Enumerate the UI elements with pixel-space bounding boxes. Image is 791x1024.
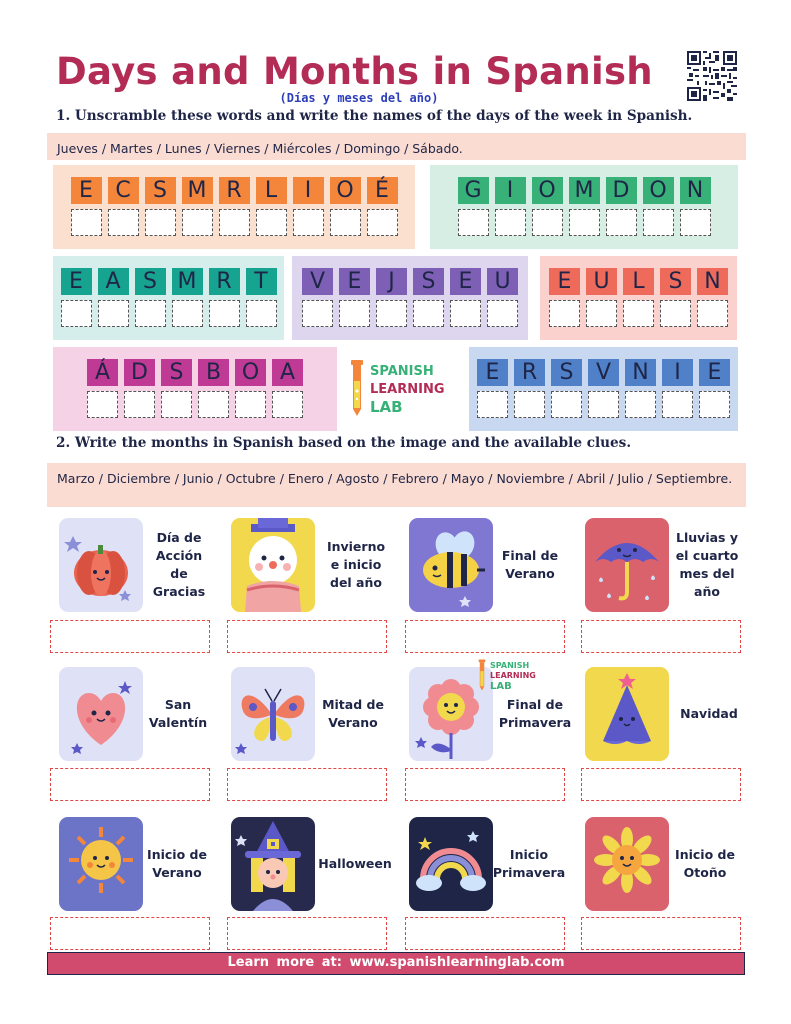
letter-tile: T [246,268,277,295]
letter-tile: M [182,177,213,204]
letter-tile: D [606,177,637,204]
month-illustration-card [231,817,315,911]
month-clue-item [409,518,579,612]
letter-tile: E [699,359,730,386]
letter-answer-box[interactable] [569,209,600,236]
letter-answer-box[interactable] [246,300,277,327]
letter-tile: A [98,268,129,295]
letter-answer-box[interactable] [458,209,489,236]
month-illustration-card [585,667,669,761]
months-word-bank: Marzo / Diciembre / Junio / Octubre / Enero / Agosto / Febrero / Mayo / Noviembre / Abril / Julio / Septiembre. [47,463,746,507]
section-2-heading: 2. Write the months in Spanish based on the image and the available clues. [56,435,632,451]
letter-tile: M [172,268,203,295]
letter-answer-box[interactable] [680,209,711,236]
section-1-heading: 1. Unscramble these words and write the names of the days of the week in Spanish. [56,108,693,124]
logo-line-1: SPANISH [370,364,434,379]
letter-tile: O [532,177,563,204]
letter-tile: N [697,268,728,295]
month-clue-text: Final de Primavera [498,697,572,730]
month-answer-box[interactable] [405,917,565,950]
pumpkin-icon [59,518,143,612]
letter-tile: R [514,359,545,386]
logo-line-2: LEARNING [370,382,445,397]
month-clue-text: Lluvias y el cuarto mes del año [675,530,739,599]
letter-tile: S [135,268,166,295]
letter-tile: R [219,177,250,204]
letter-tile: E [477,359,508,386]
small-logo-line-1: SPANISH [490,661,530,670]
letter-answer-box[interactable] [98,300,129,327]
unscramble-puzzle-1 [53,165,415,249]
letter-answer-box[interactable] [495,209,526,236]
letter-answer-box[interactable] [477,391,508,418]
month-answer-box[interactable] [227,917,387,950]
month-clue-item [585,518,755,612]
answer-slots [469,391,738,418]
letter-tile: E [339,268,370,295]
month-illustration-card [585,817,669,911]
month-clue-text: Mitad de Verano [322,697,384,730]
letter-answer-box[interactable] [135,300,166,327]
letter-tile: N [680,177,711,204]
letter-answer-box[interactable] [487,300,518,327]
rainbow-icon [409,817,493,911]
month-answer-box[interactable] [227,620,387,653]
letter-answer-box[interactable] [699,391,730,418]
answer-slots [53,300,284,327]
letter-answer-box[interactable] [413,300,444,327]
letter-answer-box[interactable] [588,391,619,418]
small-test-tube-icon [477,658,487,692]
letter-tile: O [235,359,266,386]
month-answer-box[interactable] [50,620,210,653]
scrambled-letters [540,268,737,295]
footer-banner: Learn more at: www.spanishlearninglab.com [47,952,745,975]
letter-answer-box[interactable] [293,209,324,236]
sun-icon [59,817,143,911]
letter-tile: U [487,268,518,295]
letter-answer-box[interactable] [376,300,407,327]
month-answer-box[interactable] [227,768,387,801]
month-clue-text: Navidad [680,706,738,721]
letter-answer-box[interactable] [87,391,118,418]
letter-tile: L [623,268,654,295]
small-logo-line-2: LEARNING [490,671,536,680]
scrambled-letters [430,177,738,204]
small-logo-line-3: LAB [490,681,512,692]
month-answer-box[interactable] [581,768,741,801]
letter-tile: S [551,359,582,386]
answer-slots [292,300,528,327]
qr-code-icon [687,51,737,101]
letter-answer-box[interactable] [643,209,674,236]
spanish-learning-lab-logo [348,359,466,419]
letter-tile: A [272,359,303,386]
month-answer-box[interactable] [405,768,565,801]
letter-answer-box[interactable] [662,391,693,418]
letter-tile: S [413,268,444,295]
letter-answer-box[interactable] [330,209,361,236]
sunflower-icon [585,817,669,911]
month-answer-box[interactable] [581,620,741,653]
letter-answer-box[interactable] [124,391,155,418]
month-clue-text: Halloween [318,856,392,871]
letter-answer-box[interactable] [660,300,691,327]
letter-tile: G [458,177,489,204]
logo-line-3: LAB [370,398,403,416]
letter-answer-box[interactable] [450,300,481,327]
letter-tile: B [198,359,229,386]
month-illustration-card [409,518,493,612]
month-illustration-card [59,518,143,612]
answer-slots [430,209,738,236]
heart-icon [59,667,143,761]
month-answer-box[interactable] [50,917,210,950]
letter-tile: E [549,268,580,295]
month-clue-item [59,817,229,911]
letter-answer-box[interactable] [625,391,656,418]
small-spanish-learning-lab-logo [477,658,557,694]
letter-answer-box[interactable] [219,209,250,236]
month-answer-box[interactable] [405,620,565,653]
month-illustration-card [585,518,669,612]
page-title: Days and Months in Spanish [56,50,653,93]
scrambled-letters [292,268,528,295]
month-clue-item [59,667,229,761]
letter-tile: M [569,177,600,204]
letter-answer-box[interactable] [145,209,176,236]
letter-tile: O [643,177,674,204]
letter-answer-box[interactable] [367,209,398,236]
letter-tile: V [588,359,619,386]
month-clue-item [231,817,401,911]
letter-tile: S [660,268,691,295]
month-clue-text: Inicio Primavera [492,847,566,880]
month-clue-text: San Valentín [148,697,208,730]
bee-icon [409,518,493,612]
unscramble-puzzle-6 [53,347,337,431]
month-clue-item [409,817,579,911]
letter-answer-box[interactable] [623,300,654,327]
letter-tile: É [367,177,398,204]
letter-answer-box[interactable] [172,300,203,327]
letter-tile: J [376,268,407,295]
umbrella-icon [585,518,669,612]
letter-answer-box[interactable] [235,391,266,418]
letter-tile: R [209,268,240,295]
letter-tile: Á [87,359,118,386]
letter-tile: N [625,359,656,386]
letter-tile: I [495,177,526,204]
letter-answer-box[interactable] [61,300,92,327]
month-clue-item [585,667,755,761]
letter-tile: U [586,268,617,295]
letter-tile: V [302,268,333,295]
answer-slots [53,209,415,236]
month-clue-item [585,817,755,911]
month-illustration-card [231,518,315,612]
month-illustration-card [409,817,493,911]
letter-answer-box[interactable] [514,391,545,418]
letter-answer-box[interactable] [71,209,102,236]
letter-answer-box[interactable] [586,300,617,327]
letter-answer-box[interactable] [182,209,213,236]
month-clue-text: Final de Verano [501,548,559,581]
month-illustration-card [59,817,143,911]
letter-answer-box[interactable] [108,209,139,236]
letter-tile: I [293,177,324,204]
letter-answer-box[interactable] [606,209,637,236]
letter-answer-box[interactable] [532,209,563,236]
letter-answer-box[interactable] [161,391,192,418]
letter-tile: E [61,268,92,295]
letter-tile: I [662,359,693,386]
month-illustration-card [231,667,315,761]
snowman-icon [231,518,315,612]
butterfly-icon [231,667,315,761]
letter-tile: S [161,359,192,386]
month-clue-text: Inicio de Otoño [675,847,735,880]
test-tube-icon [348,359,366,417]
month-answer-box[interactable] [581,917,741,950]
letter-tile: O [330,177,361,204]
month-illustration-card [59,667,143,761]
christmas-tree-icon [585,667,669,761]
letter-answer-box[interactable] [256,209,287,236]
witch-icon [231,817,315,911]
scrambled-letters [469,359,738,386]
letter-tile: E [71,177,102,204]
letter-answer-box[interactable] [209,300,240,327]
month-clue-item [231,667,401,761]
month-clue-text: Inicio de Verano [147,847,207,880]
letter-tile: E [450,268,481,295]
answer-slots [540,300,737,327]
scrambled-letters [53,177,415,204]
answer-slots [53,391,337,418]
letter-answer-box[interactable] [339,300,370,327]
letter-tile: L [256,177,287,204]
letter-tile: C [108,177,139,204]
letter-answer-box[interactable] [272,391,303,418]
unscramble-puzzle-7 [469,347,738,431]
month-clue-text: Invierno e inicio del año [326,539,386,590]
letter-answer-box[interactable] [549,300,580,327]
month-clue-item [231,518,401,612]
month-clue-text: Día de Acción de Gracias [152,530,206,599]
letter-answer-box[interactable] [302,300,333,327]
letter-answer-box[interactable] [198,391,229,418]
letter-tile: S [145,177,176,204]
scrambled-letters [53,268,284,295]
letter-answer-box[interactable] [551,391,582,418]
letter-tile: D [124,359,155,386]
days-word-bank: Jueves / Martes / Lunes / Viernes / Miércoles / Domingo / Sábado. [47,133,746,160]
unscramble-puzzle-2 [430,165,738,249]
unscramble-puzzle-5 [540,256,737,340]
scrambled-letters [53,359,337,386]
unscramble-puzzle-4 [292,256,528,340]
month-clue-item [59,518,229,612]
page-subtitle: (Días y meses del año) [279,91,439,105]
month-answer-box[interactable] [50,768,210,801]
letter-answer-box[interactable] [697,300,728,327]
unscramble-puzzle-3 [53,256,284,340]
